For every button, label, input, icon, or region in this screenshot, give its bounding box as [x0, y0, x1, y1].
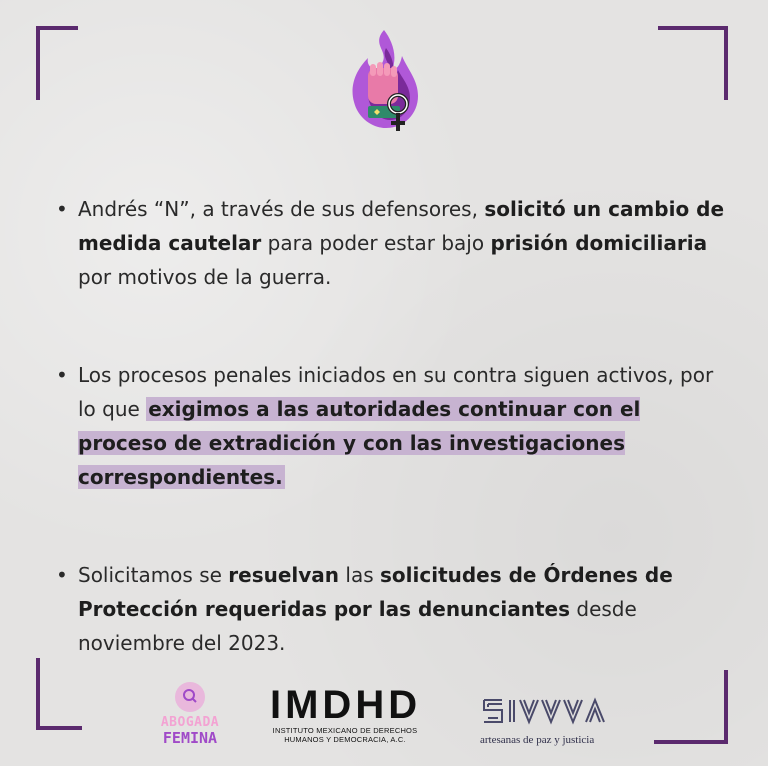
bullet-plain-text: las — [339, 563, 380, 587]
sivava-subtitle: artesanas de paz y justicia — [480, 734, 595, 746]
frame-corner-top-right — [658, 26, 728, 100]
magnifier-icon — [175, 682, 205, 712]
sivava-logo — [480, 692, 630, 746]
bullet-dot: • — [56, 197, 68, 221]
bullet-bold-text: exigimos a las autoridades continuar con el proceso de extradición y con las investigaciones correspondientes. — [78, 397, 641, 489]
bullet-plain-text: por motivos de la guerra. — [78, 265, 332, 289]
bullet-bold-text: prisión domiciliaria — [490, 231, 708, 255]
bullet-bold-text: solicitó un cambio de medida cautelar — [78, 197, 725, 255]
imdhd-subtitle-1: INSTITUTO MEXICANO DE DERECHOS — [272, 726, 418, 735]
bullet-text — [78, 197, 724, 289]
bullet-text — [78, 563, 673, 655]
abogada-text: ABOGADA — [160, 715, 220, 730]
bullet-dot: • — [56, 563, 68, 587]
imdhd-title: IMDHD — [270, 683, 422, 727]
bullet-plain-text: Los procesos penales iniciados en su contra siguen activos, por lo que — [78, 363, 714, 421]
bullet-item — [56, 358, 736, 494]
bullet-item — [56, 558, 736, 660]
abogada-femina-logo — [150, 682, 230, 746]
bullet-text — [78, 363, 713, 489]
sivava-wordmark-icon — [480, 692, 620, 732]
bullet-plain-text: Andrés “N”, a través de sus defensores, — [78, 197, 485, 221]
bullet-plain-text: para poder estar bajo — [261, 231, 491, 255]
bullet-plain-text: desde noviembre del 2023. — [78, 597, 637, 655]
bullet-list — [56, 192, 736, 660]
frame-corner-top-left — [36, 26, 78, 100]
imdhd-subtitle-2: HUMANOS Y DEMOCRACIA, A.C. — [284, 735, 406, 744]
bullet-item — [56, 192, 736, 294]
flame-fist-icon — [340, 26, 428, 142]
bullet-bold-text: solicitudes de Órdenes de Protección requeridas por las denunciantes — [78, 563, 673, 621]
femina-text: FEMINA — [162, 729, 218, 747]
bullet-plain-text: Solicitamos se — [78, 563, 229, 587]
bullet-dot: • — [56, 363, 68, 387]
bullet-bold-text: resuelvan — [228, 563, 340, 587]
footer-logos — [0, 680, 768, 766]
imdhd-logo — [270, 684, 420, 744]
